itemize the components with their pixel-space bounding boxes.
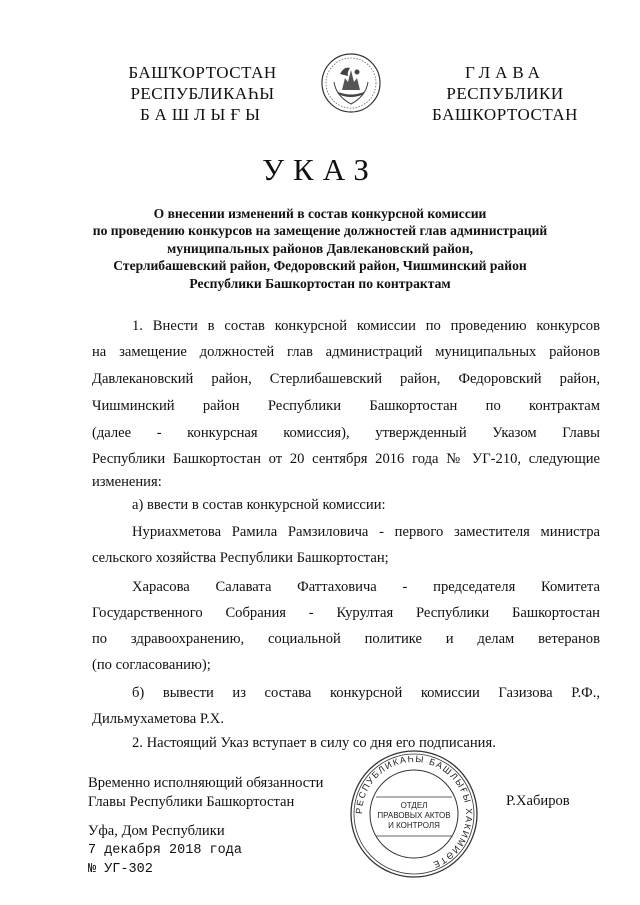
- subject-line: Стерлибашевский район, Федоровский район, Чишминский район: [113, 258, 527, 274]
- header-right-line-1: ГЛАВА: [465, 63, 545, 82]
- header-left-line-3: БАШЛЫҒЫ: [140, 105, 265, 124]
- place: Уфа, Дом Республики: [88, 823, 225, 839]
- paragraph-3: [92, 521, 600, 570]
- paragraph-5: [92, 682, 600, 731]
- coat-of-arms-emblem-icon: [320, 52, 382, 114]
- subject-line: по проведению конкурсов на замещение должностей глав администраций: [92, 223, 548, 239]
- paragraph-2: [92, 494, 600, 517]
- paragraph-line: Давлекановский район, Стерлибашевский район, Федоровский район,: [92, 371, 600, 387]
- stamp-center-line: И КОНТРОЛЯ: [388, 821, 440, 830]
- place-date-block: [88, 822, 242, 879]
- paragraph-line: Республики Башкортостан от 20 сентября 2016 года № УГ-210, следующие: [92, 451, 600, 467]
- header-left-line-1: БАШҠОРТОСТАН: [128, 63, 277, 82]
- paragraph-line: на замещение должностей глав администраций муниципальных районов: [92, 344, 600, 360]
- paragraph-line: (по согласованию);: [92, 657, 211, 673]
- paragraph-line: 1. Внести в состав конкурсной комиссии по проведению конкурсов: [132, 318, 600, 334]
- paragraph-4: [92, 576, 600, 677]
- official-stamp-icon: [348, 748, 480, 880]
- header-right-block: [420, 62, 590, 125]
- paragraph-6: [92, 732, 600, 755]
- stamp-center-line: ПРАВОВЫХ АКТОВ: [377, 811, 451, 820]
- decree-subject: [80, 205, 560, 292]
- decree-number: № УГ-302: [88, 862, 153, 877]
- paragraph-line: изменения:: [92, 474, 162, 490]
- paragraph-line: сельского хозяйства Республики Башкортостан;: [92, 550, 389, 566]
- stamp-center-line: ОТДЕЛ: [400, 801, 428, 810]
- signer-name: Р.Хабиров: [506, 793, 570, 809]
- header-left-block: [110, 62, 295, 125]
- header-right-line-3: БАШКОРТОСТАН: [432, 105, 578, 124]
- paragraph-line: Нуриахметова Рамила Рамзиловича - первого заместителя министра: [132, 524, 600, 540]
- subject-line: Республики Башкортостан по контрактам: [189, 275, 451, 291]
- subject-line: О внесении изменений в состав конкурсной комиссии: [153, 206, 487, 221]
- signatory-position: [88, 774, 323, 812]
- paragraph-line: 2. Настоящий Указ вступает в силу со дня его подписания.: [132, 735, 496, 751]
- document-title: УКАЗ: [262, 152, 378, 187]
- paragraph-line: а) ввести в состав конкурсной комиссии:: [132, 497, 386, 513]
- signatory-position-line: Временно исполняющий обязанности: [88, 775, 324, 791]
- paragraph-line: (далее - конкурсная комиссия), утвержденный Указом Главы: [92, 425, 600, 441]
- stamp-ring-text: РЕСПУБЛИКАҺЫ БАШЛЫҒЫ ХАКИМИӘТЕ: [353, 753, 475, 871]
- paragraph-1: [92, 315, 600, 494]
- paragraph-line: Харасова Салавата Фаттаховича - председателя Комитета: [132, 579, 600, 595]
- subject-line: муниципальных районов Давлекановский район,: [167, 240, 473, 256]
- paragraph-line: Государственного Собрания - Курултая Республики Башкортостан: [92, 605, 600, 621]
- date: 7 декабря 2018 года: [88, 843, 242, 858]
- header-left-line-2: РЕСПУБЛИКАҺЫ: [130, 84, 275, 103]
- paragraph-line: по здравоохранению, социальной политике и делам ветеранов: [92, 631, 600, 647]
- paragraph-line: б) вывести из состава конкурсной комиссии Газизова Р.Ф.,: [132, 685, 600, 701]
- signatory-position-line: Главы Республики Башкортостан: [88, 794, 295, 810]
- header-right-line-2: РЕСПУБЛИКИ: [446, 84, 564, 103]
- paragraph-line: Чишминский район Республики Башкортостан по контрактам: [92, 398, 600, 414]
- paragraph-line: Дильмухаметова Р.Х.: [92, 711, 224, 727]
